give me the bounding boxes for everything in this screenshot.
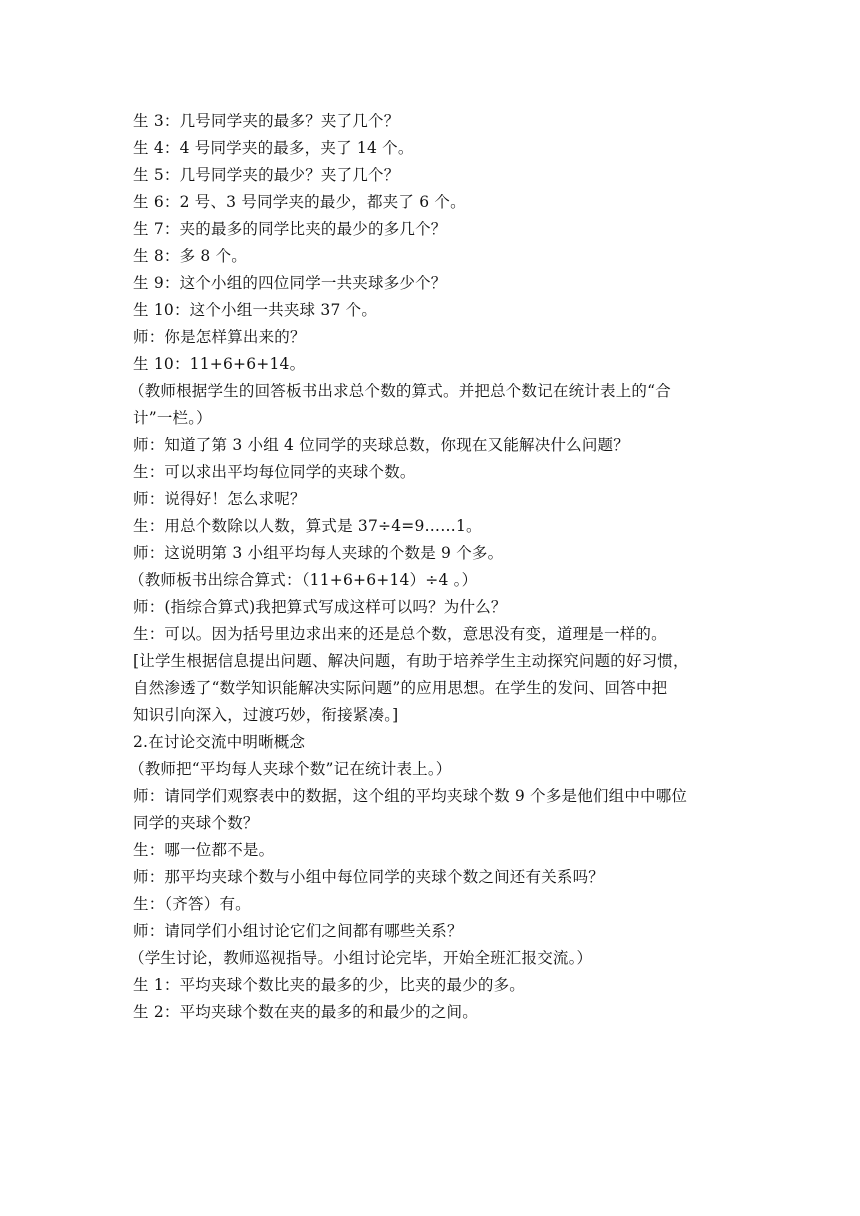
text-line: 师：这说明第 3 小组平均每人夹球的个数是 9 个多。 [133, 544, 504, 562]
text-line: 师：你是怎样算出来的？ [133, 328, 306, 346]
text-line: 生 4：4 号同学夹的最多，夹了 14 个。 [133, 139, 414, 157]
text-line: 师：请同学们观察表中的数据，这个组的平均夹球个数 9 个多是他们组中中哪位 [133, 787, 688, 805]
text-line: 生：（齐答）有。 [133, 895, 251, 913]
text-line: 生 10：11+6+6+14。 [133, 355, 306, 373]
text-line: 生 1：平均夹球个数比夹的最多的少，比夹的最少的多。 [133, 976, 525, 994]
text-line: 同学的夹球个数？ [133, 814, 259, 832]
text-line: 生 10：这个小组一共夹球 37 个。 [133, 301, 378, 319]
text-line: 生 8：多 8 个。 [133, 247, 248, 265]
text-line: 生 6：2 号、3 号同学夹的最少，都夹了 6 个。 [133, 193, 466, 211]
text-line: 生 5：几号同学夹的最少？夹了几个？ [133, 166, 400, 184]
section-heading: 2.在讨论交流中明晰概念 [133, 733, 306, 751]
text-line: 生 3：几号同学夹的最多？夹了几个？ [133, 112, 400, 130]
text-line: 生 2：平均夹球个数在夹的最多的和最少的之间。 [133, 1003, 478, 1021]
text-line: （教师板书出综合算式：（11+6+6+14）÷4 。） [129, 571, 478, 589]
text-line: 师：(指综合算式)我把算式写成这样可以吗？为什么？ [133, 598, 507, 616]
text-line: 生 7：夹的最多的同学比夹的最少的多几个？ [133, 220, 447, 238]
text-line: 师：请同学们小组讨论它们之间都有哪些关系？ [133, 922, 463, 940]
text-line: 生：用总个数除以人数，算式是 37÷4=9……1。 [133, 517, 482, 535]
document-body [129, 108, 733, 1026]
text-line: （教师根据学生的回答板书出求总个数的算式。并把总个数记在统计表上的“合 [129, 382, 671, 400]
text-line: 生：可以求出平均每位同学的夹球个数。 [133, 463, 416, 481]
text-line: 生 9：这个小组的四位同学一共夹球多少个？ [133, 274, 447, 292]
text-line: 师：知道了第 3 小组 4 位同学的夹球总数，你现在又能解决什么问题？ [133, 436, 629, 454]
text-line: [让学生根据信息提出问题、解决问题，有助于培养学生主动探究问题的好习惯， [133, 652, 689, 670]
text-line: 生：可以。因为括号里边求出来的还是总个数，意思没有变，道理是一样的。 [133, 625, 667, 643]
text-line: （教师把“平均每人夹球个数”记在统计表上。） [129, 760, 452, 778]
text-line: 生：哪一位都不是。 [133, 841, 275, 859]
text-line: 计”一栏。） [133, 409, 212, 427]
text-line: （学生讨论，教师巡视指导。小组讨论完毕，开始全班汇报交流。） [129, 949, 593, 967]
text-line: 师：那平均夹球个数与小组中每位同学的夹球个数之间还有关系吗？ [133, 868, 605, 886]
text-line: 自然渗透了“数学知识能解决实际问题”的应用思想。在学生的发问、回答中把 [133, 679, 668, 697]
text-line: 师：说得好！怎么求呢？ [133, 490, 306, 508]
text-line: 知识引向深入，过渡巧妙，衔接紧凑。] [133, 706, 399, 724]
